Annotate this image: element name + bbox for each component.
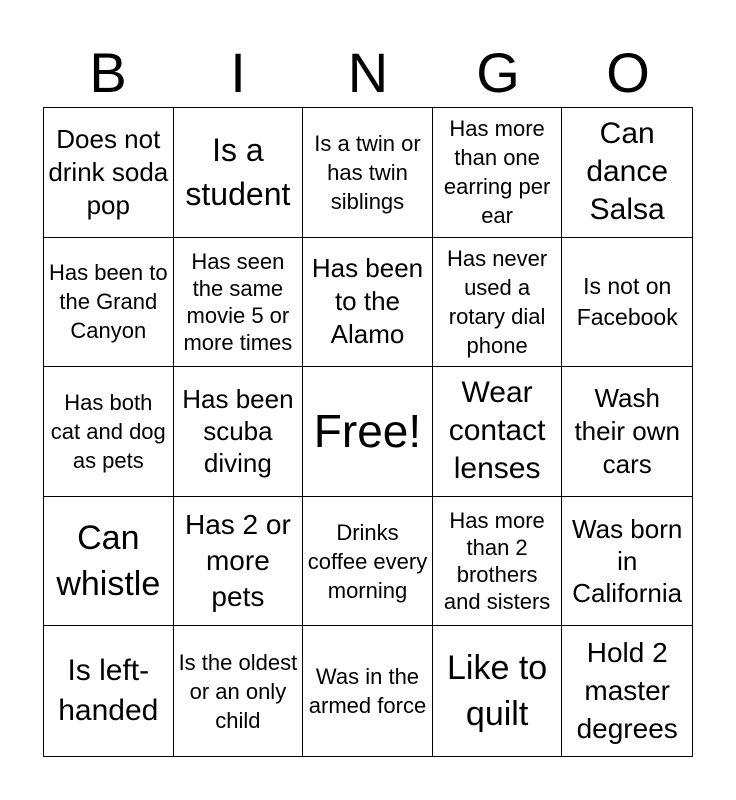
bingo-cell[interactable] xyxy=(303,238,433,368)
bingo-cell-free[interactable] xyxy=(303,367,433,497)
bingo-cell[interactable] xyxy=(44,367,174,497)
cell-text: Has seen the same movie 5 or more times xyxy=(183,248,293,355)
cell-text: Has been scuba diving xyxy=(182,384,294,479)
cell-text: Does not drink soda pop xyxy=(48,123,169,220)
bingo-cell[interactable] xyxy=(433,367,563,497)
bingo-cell[interactable] xyxy=(303,497,433,627)
cell-text: Has been to the Grand Canyon xyxy=(48,260,168,344)
cell-text: Like to quilt xyxy=(447,649,548,734)
bingo-cell[interactable] xyxy=(174,497,304,627)
cell-text: Wear contact lenses xyxy=(448,376,546,486)
bingo-cell[interactable] xyxy=(433,238,563,368)
cell-text: Was born in California xyxy=(572,514,683,609)
header-letter-o: O xyxy=(606,41,650,104)
bingo-cell[interactable] xyxy=(562,108,692,238)
bingo-cell[interactable] xyxy=(303,108,433,238)
bingo-cell[interactable] xyxy=(174,108,304,238)
bingo-cell[interactable] xyxy=(433,108,563,238)
bingo-cell[interactable] xyxy=(44,238,174,368)
cell-text: Is not on Facebook xyxy=(576,272,678,330)
cell-text: Has 2 or more pets xyxy=(184,509,291,613)
free-space-text: Free! xyxy=(313,405,422,458)
cell-text: Wash their own cars xyxy=(574,382,680,479)
bingo-cell[interactable] xyxy=(562,497,692,627)
cell-text: Can dance Salsa xyxy=(586,117,669,227)
cell-text: Hold 2 master degrees xyxy=(576,637,678,745)
bingo-cell[interactable] xyxy=(562,238,692,368)
bingo-cell[interactable] xyxy=(44,497,174,627)
cell-text: Is left-handed xyxy=(58,654,159,728)
cell-text: Has both cat and dog as pets xyxy=(50,389,166,473)
bingo-cell[interactable] xyxy=(562,626,692,756)
cell-text: Is a student xyxy=(185,132,291,213)
bingo-header xyxy=(43,40,693,106)
cell-text: Has never used a rotary dial phone xyxy=(446,245,548,358)
cell-text: Has more than one earring per ear xyxy=(443,116,551,229)
cell-text: Was in the armed force xyxy=(308,664,427,719)
header-letter-g: G xyxy=(476,41,520,104)
bingo-cell[interactable] xyxy=(44,108,174,238)
cell-text: Has more than 2 brothers and sisters xyxy=(443,508,551,615)
header-letter-i: I xyxy=(230,41,246,104)
bingo-cell[interactable] xyxy=(44,626,174,756)
bingo-cell[interactable] xyxy=(562,367,692,497)
bingo-cell[interactable] xyxy=(174,367,304,497)
cell-text: Is a twin or has twin siblings xyxy=(314,130,421,214)
bingo-cell[interactable] xyxy=(433,497,563,627)
header-letter-n: N xyxy=(347,41,389,104)
bingo-cell[interactable] xyxy=(433,626,563,756)
header-letter-b: B xyxy=(89,41,127,104)
bingo-cell[interactable] xyxy=(174,626,304,756)
bingo-cell[interactable] xyxy=(303,626,433,756)
cell-text: Can whistle xyxy=(56,519,161,604)
cell-text: Drinks coffee every morning xyxy=(307,519,428,603)
bingo-board xyxy=(43,107,693,757)
cell-text: Is the oldest or an only child xyxy=(178,649,298,733)
bingo-cell[interactable] xyxy=(174,238,304,368)
cell-text: Has been to the Alamo xyxy=(311,253,424,350)
